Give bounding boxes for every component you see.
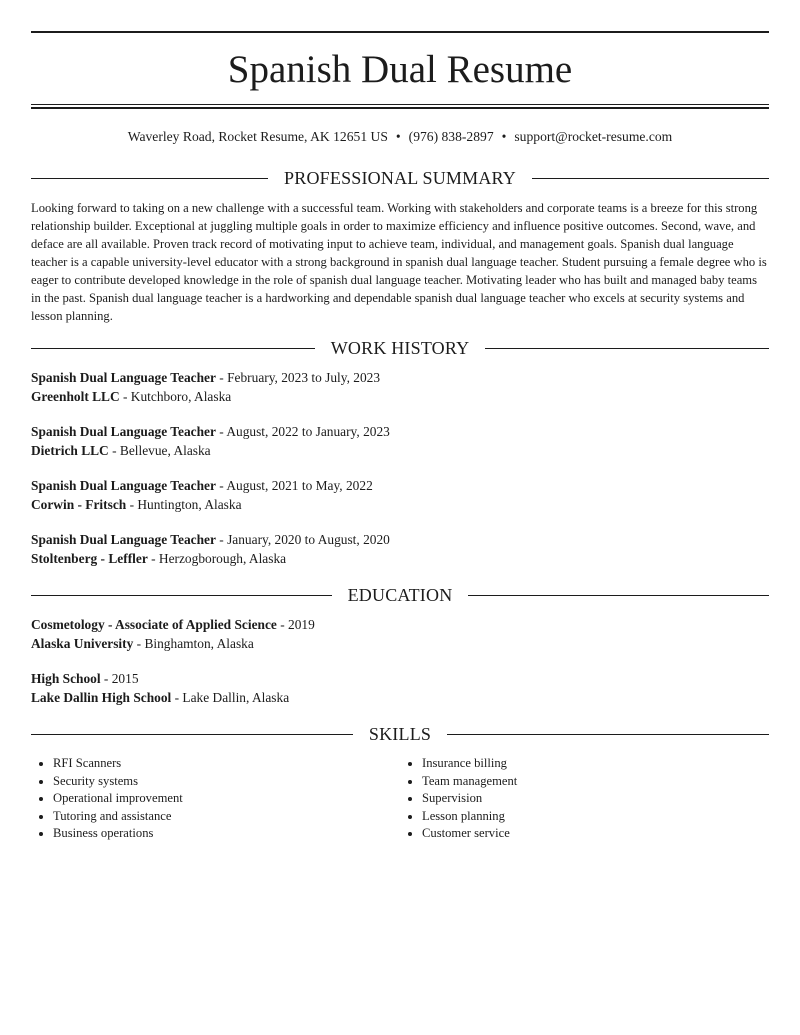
degree-year: - 2015 [100,671,139,686]
job-location: - Herzogborough, Alaska [147,550,287,566]
skill-item: • Team management [422,773,769,791]
job-title: Spanish Dual Language Teacher [31,370,216,385]
skills-list-right [400,755,769,843]
education-heading [31,585,769,605]
job-dates: - August, 2022 to January, 2023 [215,424,390,439]
work-heading [31,338,769,358]
skills-heading [31,724,769,744]
work-entry [31,477,769,514]
education-list [31,616,769,707]
job-dates: - January, 2020 to August, 2020 [215,532,390,547]
school-location: - Lake Dallin, Alaska [171,689,290,705]
summary-text: Looking forward to taking on a new challenge with a successful team. Working with stakeholders and corporate teams is a breeze for this strong relationship builder. Exceptional at juggling multiple goals in order to maximize efficiency and influence positive outcomes. Second, wave, and deface are all available. Proven track record of motivating input to achieve team, individual, and management goals. Spanish dual language teacher is a capable university-level educator with a strong background in spanish dual language teacher. Student pursuing a female degree who is eager to contribute developed knowledge in the role of spanish dual language teacher. Motivating leader who has built and managed baby teams in the past. Spanish dual language teacher is a hardworking and dependable spanish dual language teacher who excels at security systems and lesson planning. [31,201,767,323]
skills-list-left [31,755,400,843]
skill-item: • Tutoring and assistance [53,808,400,826]
school-name: Lake Dallin High School [31,689,172,705]
skill-item: • Lesson planning [422,808,769,826]
work-entry [31,531,769,568]
job-location: - Bellevue, Alaska [108,442,211,458]
contact-email: support@rocket-resume.com [514,129,673,144]
education-entry [31,670,769,707]
summary-heading-label: PROFESSIONAL SUMMARY [284,168,516,188]
contact-address: Waverley Road, Rocket Resume, AK 12651 US [127,129,388,144]
heading-rule [447,734,769,735]
heading-rule [31,595,332,596]
education-entry [31,616,769,653]
heading-rule [532,178,769,179]
job-location: - Huntington, Alaska [126,496,242,512]
contact-line [31,128,769,146]
contact-separator: • [501,129,507,144]
school-name: Alaska University [31,635,134,651]
job-dates: - February, 2023 to July, 2023 [215,370,381,385]
job-title: Spanish Dual Language Teacher [31,478,216,493]
education-heading-label: EDUCATION [347,585,453,605]
job-title: Spanish Dual Language Teacher [31,424,216,439]
top-rule [31,31,769,33]
heading-rule [31,734,353,735]
job-company: Corwin - Fritsch [31,496,127,512]
skills-heading-label: SKILLS [368,724,432,744]
degree-name: High School [31,671,101,686]
heading-rule [31,178,268,179]
job-company: Dietrich LLC [31,442,109,458]
work-entry [31,369,769,406]
job-title: Spanish Dual Language Teacher [31,532,216,547]
degree-name: Cosmetology - Associate of Applied Science [31,617,277,632]
summary-heading [31,168,769,188]
contact-separator: • [395,129,401,144]
job-location: - Kutchboro, Alaska [119,388,232,404]
skill-item: • Operational improvement [53,790,400,808]
heading-rule [485,348,769,349]
resume-page [31,0,769,843]
skill-item: • Business operations [53,825,400,843]
skill-item: • Security systems [53,773,400,791]
work-heading-label: WORK HISTORY [330,338,470,358]
skill-item: • Supervision [422,790,769,808]
skill-item: • Insurance billing [422,755,769,773]
skills-columns [31,755,769,843]
title-double-rule [31,104,769,109]
heading-rule [31,348,315,349]
job-dates: - August, 2021 to May, 2022 [215,478,373,493]
contact-phone: (976) 838-2897 [408,129,494,144]
skill-item: • RFI Scanners [53,755,400,773]
work-entry [31,423,769,460]
job-company: Stoltenberg - Leffler [31,550,148,566]
school-location: - Binghamton, Alaska [133,635,254,651]
resume-title: Spanish Dual Resume [227,48,573,91]
work-list [31,369,769,568]
job-company: Greenholt LLC [31,388,120,404]
heading-rule [468,595,769,596]
skill-item: • Customer service [422,825,769,843]
degree-year: - 2019 [276,617,315,632]
